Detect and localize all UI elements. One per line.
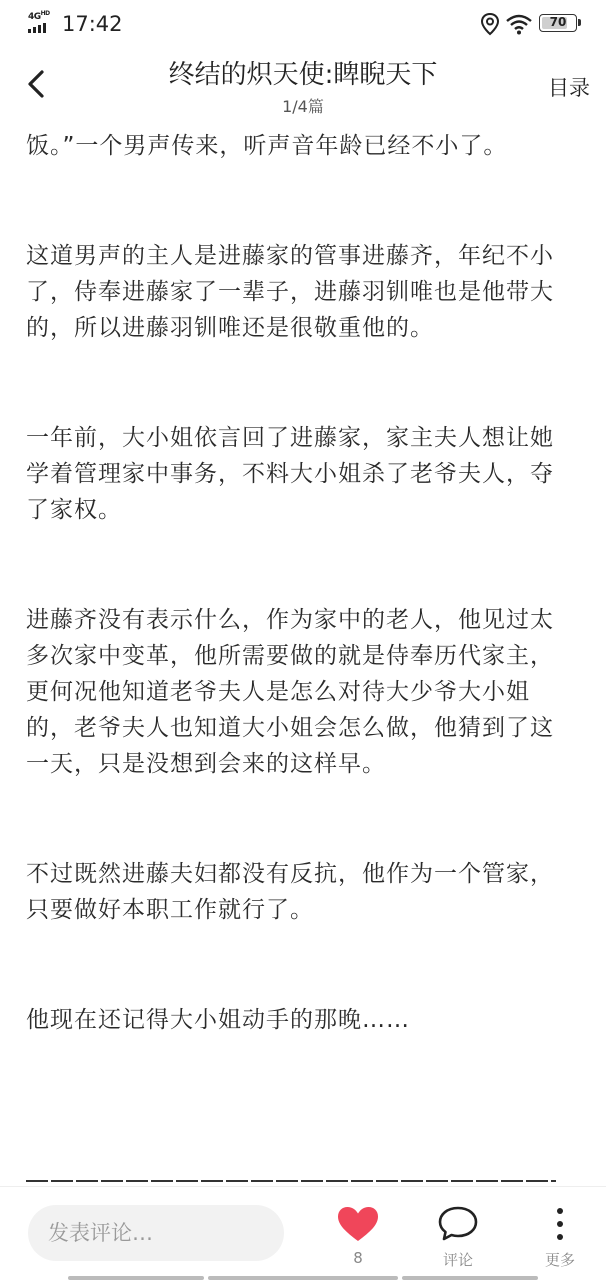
gesture-indicator <box>208 1276 398 1280</box>
chapter-progress: 1/4篇 <box>282 97 324 116</box>
heart-icon <box>336 1205 380 1243</box>
comment-bubble-icon <box>436 1205 480 1243</box>
paragraph: 他现在还记得大小姐动手的那晚…… <box>26 1007 410 1033</box>
more-button[interactable] <box>530 1205 590 1270</box>
status-time: 17:42 <box>62 12 123 36</box>
like-button[interactable] <box>328 1205 388 1267</box>
location-icon <box>480 12 500 36</box>
paragraph: 不过既然进藤夫妇都没有反抗，他作为一个管家，只要做好本职工作就行了。 <box>26 861 554 923</box>
cellular-signal-icon: $4G^{HD}$ <box>28 10 54 34</box>
more-vertical-icon <box>538 1205 582 1243</box>
gesture-indicator <box>402 1276 538 1280</box>
gesture-indicator <box>68 1276 204 1280</box>
like-count: 8 <box>353 1249 363 1267</box>
comment-input[interactable] <box>28 1205 284 1261</box>
comment-label: 评论 <box>442 1251 473 1269</box>
book-title: 终结的炽天使:睥睨天下 <box>168 60 438 90</box>
paragraph: 饭。”一个男声传来，听声音年龄已经不小了。 <box>26 133 508 159</box>
comment-button[interactable] <box>428 1205 488 1270</box>
paragraph: 进藤齐没有表示什么，作为家中的老人，他见过太多次家中变革，他所需要做的就是侍奉历代家主，更何况他知道老爷夫人是怎么对待大少爷大小姐的，老爷夫人也知道大小姐会怎么做，他猜到了这一天，只是没想到会来的这样早。 <box>26 607 554 777</box>
battery-level: 70 <box>549 15 567 29</box>
wifi-icon <box>505 13 533 35</box>
status-bar <box>0 0 606 46</box>
catalog-button[interactable]: 目录 <box>548 76 590 100</box>
bottom-action-bar <box>0 1186 606 1280</box>
chapter-content <box>26 126 566 1186</box>
paragraph: 这道男声的主人是进藤家的管事进藤齐，年纪不小了，侍奉进藤家了一辈子，进藤羽钏唯也是他带大的，所以进藤羽钏唯还是很敬重他的。 <box>26 243 554 341</box>
section-divider <box>26 1180 556 1182</box>
reader-header <box>0 46 606 126</box>
battery-icon <box>539 14 577 32</box>
paragraph: 一年前，大小姐依言回了进藤家，家主夫人想让她学着管理家中事务，不料大小姐杀了老爷夫人，夺了家权。 <box>26 425 554 523</box>
back-arrow-icon[interactable] <box>18 64 54 104</box>
more-label: 更多 <box>544 1251 575 1269</box>
